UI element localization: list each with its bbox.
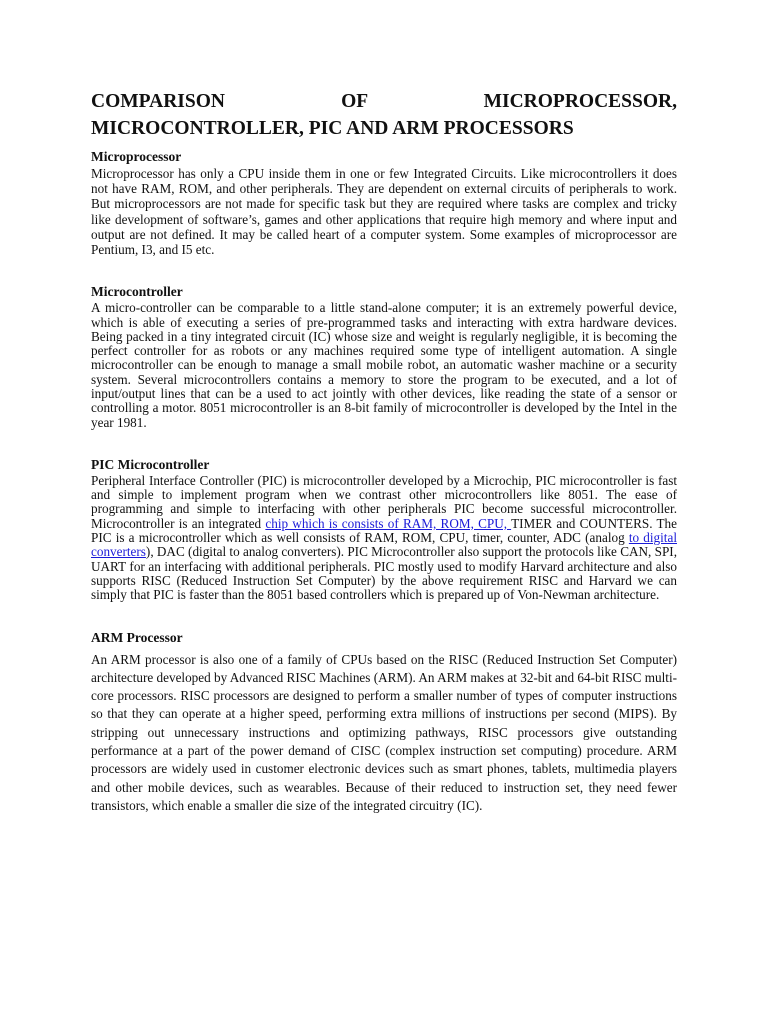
paragraph-pic-text-3: ), DAC (digital to analog converters). PIC Microcontroller also support the protocols like CAN, SPI, UART for an interfacing with additional peripherals. PIC mostly used to modify Harvard architecture and also supports RISC (Reduced Instruction Set Computer) by the above requirement RISC and Harvard we can simply that PIC is faster than the 8051 based controllers which is prepared up of Von-Newman architecture. <box>91 544 677 603</box>
section-heading-microcontroller: Microcontroller <box>91 284 183 300</box>
link-chip-ram-rom-cpu[interactable]: chip which is consists of RAM, ROM, CPU, <box>265 515 512 531</box>
paragraph-pic <box>91 474 677 603</box>
paragraph-arm: An ARM processor is also one of a family of CPUs based on the RISC (Reduced Instruction Set Computer) architecture developed by Advanced RISC Machines (ARM). An ARM makes at 32-bit and 64-bit RISC multi-core processors. RISC processors are designed to perform a smaller number of types of computer instructions so that they can operate at a higher speed, performing extra millions of instructions per second (MIPS). By stripping out unnecessary instructions and optimizing pathways, RISC processors give outstanding performance at a part of the power demand of CISC (complex instruction set computing) procedure. ARM processors are widely used in customer electronic devices such as smart phones, tablets, multimedia players and other mobile devices, such as wearables. Because of their reduced to instruction set, they need fewer transistors, which enable a smaller die size of the integrated circuitry (IC). <box>91 651 678 813</box>
document-title-line-1: COMPARISON OF MICROPROCESSOR, <box>91 91 677 112</box>
section-heading-arm: ARM Processor <box>91 629 183 645</box>
paragraph-microprocessor: Microprocessor has only a CPU inside them in one or few Integrated Circuits. Like microcontrollers it does not have RAM, ROM, and other peripherals. They are dependent on external circuits of peripherals to work. But microprocessors are not made for specific task but they are required where tasks are complex and tricky like development of software’s, games and other applications that require high memory and where input and output are not defined. It may be called heart of a computer system. Some examples of microprocessor are Pentium, I3, and I5 etc. <box>91 166 677 258</box>
document-title <box>91 88 677 142</box>
link-to-digital-converters[interactable]: to digital converters <box>91 530 677 560</box>
document-title-line-2: MICROCONTROLLER, PIC AND ARM PROCESSORS <box>91 118 574 139</box>
section-microprocessor <box>91 148 677 257</box>
paragraph-pic-text-2: TIMER and COUNTERS. The PIC is a microcontroller which as well consists of RAM, ROM, CPU, timer, counter, ADC (analog <box>91 515 677 546</box>
paragraph-microcontroller: A micro-controller can be comparable to a little stand-alone computer; it is an extremely powerful device, which is able of executing a series of pre-programmed tasks and interacting with extra hardware devices. Being packed in a tiny integrated circuit (IC) whose size and weight is regularly negligible, it is becoming the perfect controller for as robots or any machines required some type of intelligent automation. A single microcontroller can be enough to manage a small mobile robot, an automatic washer machine or a security system. Several microcontrollers contains a memory to store the program to be executed, and a lot of input/output lines that can be a used to act jointly with other devices, like reading the state of a sensor or controlling a motor. 8051 microcontroller is an 8-bit family of microcontroller is developed by the Intel in the year 1981. <box>91 300 677 430</box>
paragraph-pic-text-1: Peripheral Interface Controller (PIC) is microcontroller developed by a Microchip, PIC microcontroller is fast and simple to implement program when we contrast other microcontrollers like 8051. The ease of programming and simple to interfacing with other peripherals PIC become successful microcontroller. Microcontroller is an integrated <box>91 472 677 531</box>
section-microcontroller <box>91 283 677 430</box>
section-heading-pic: PIC Microcontroller <box>91 456 210 472</box>
section-pic-microcontroller <box>91 456 677 603</box>
section-arm-processor <box>91 629 677 816</box>
section-heading-microprocessor: Microprocessor <box>91 149 182 164</box>
